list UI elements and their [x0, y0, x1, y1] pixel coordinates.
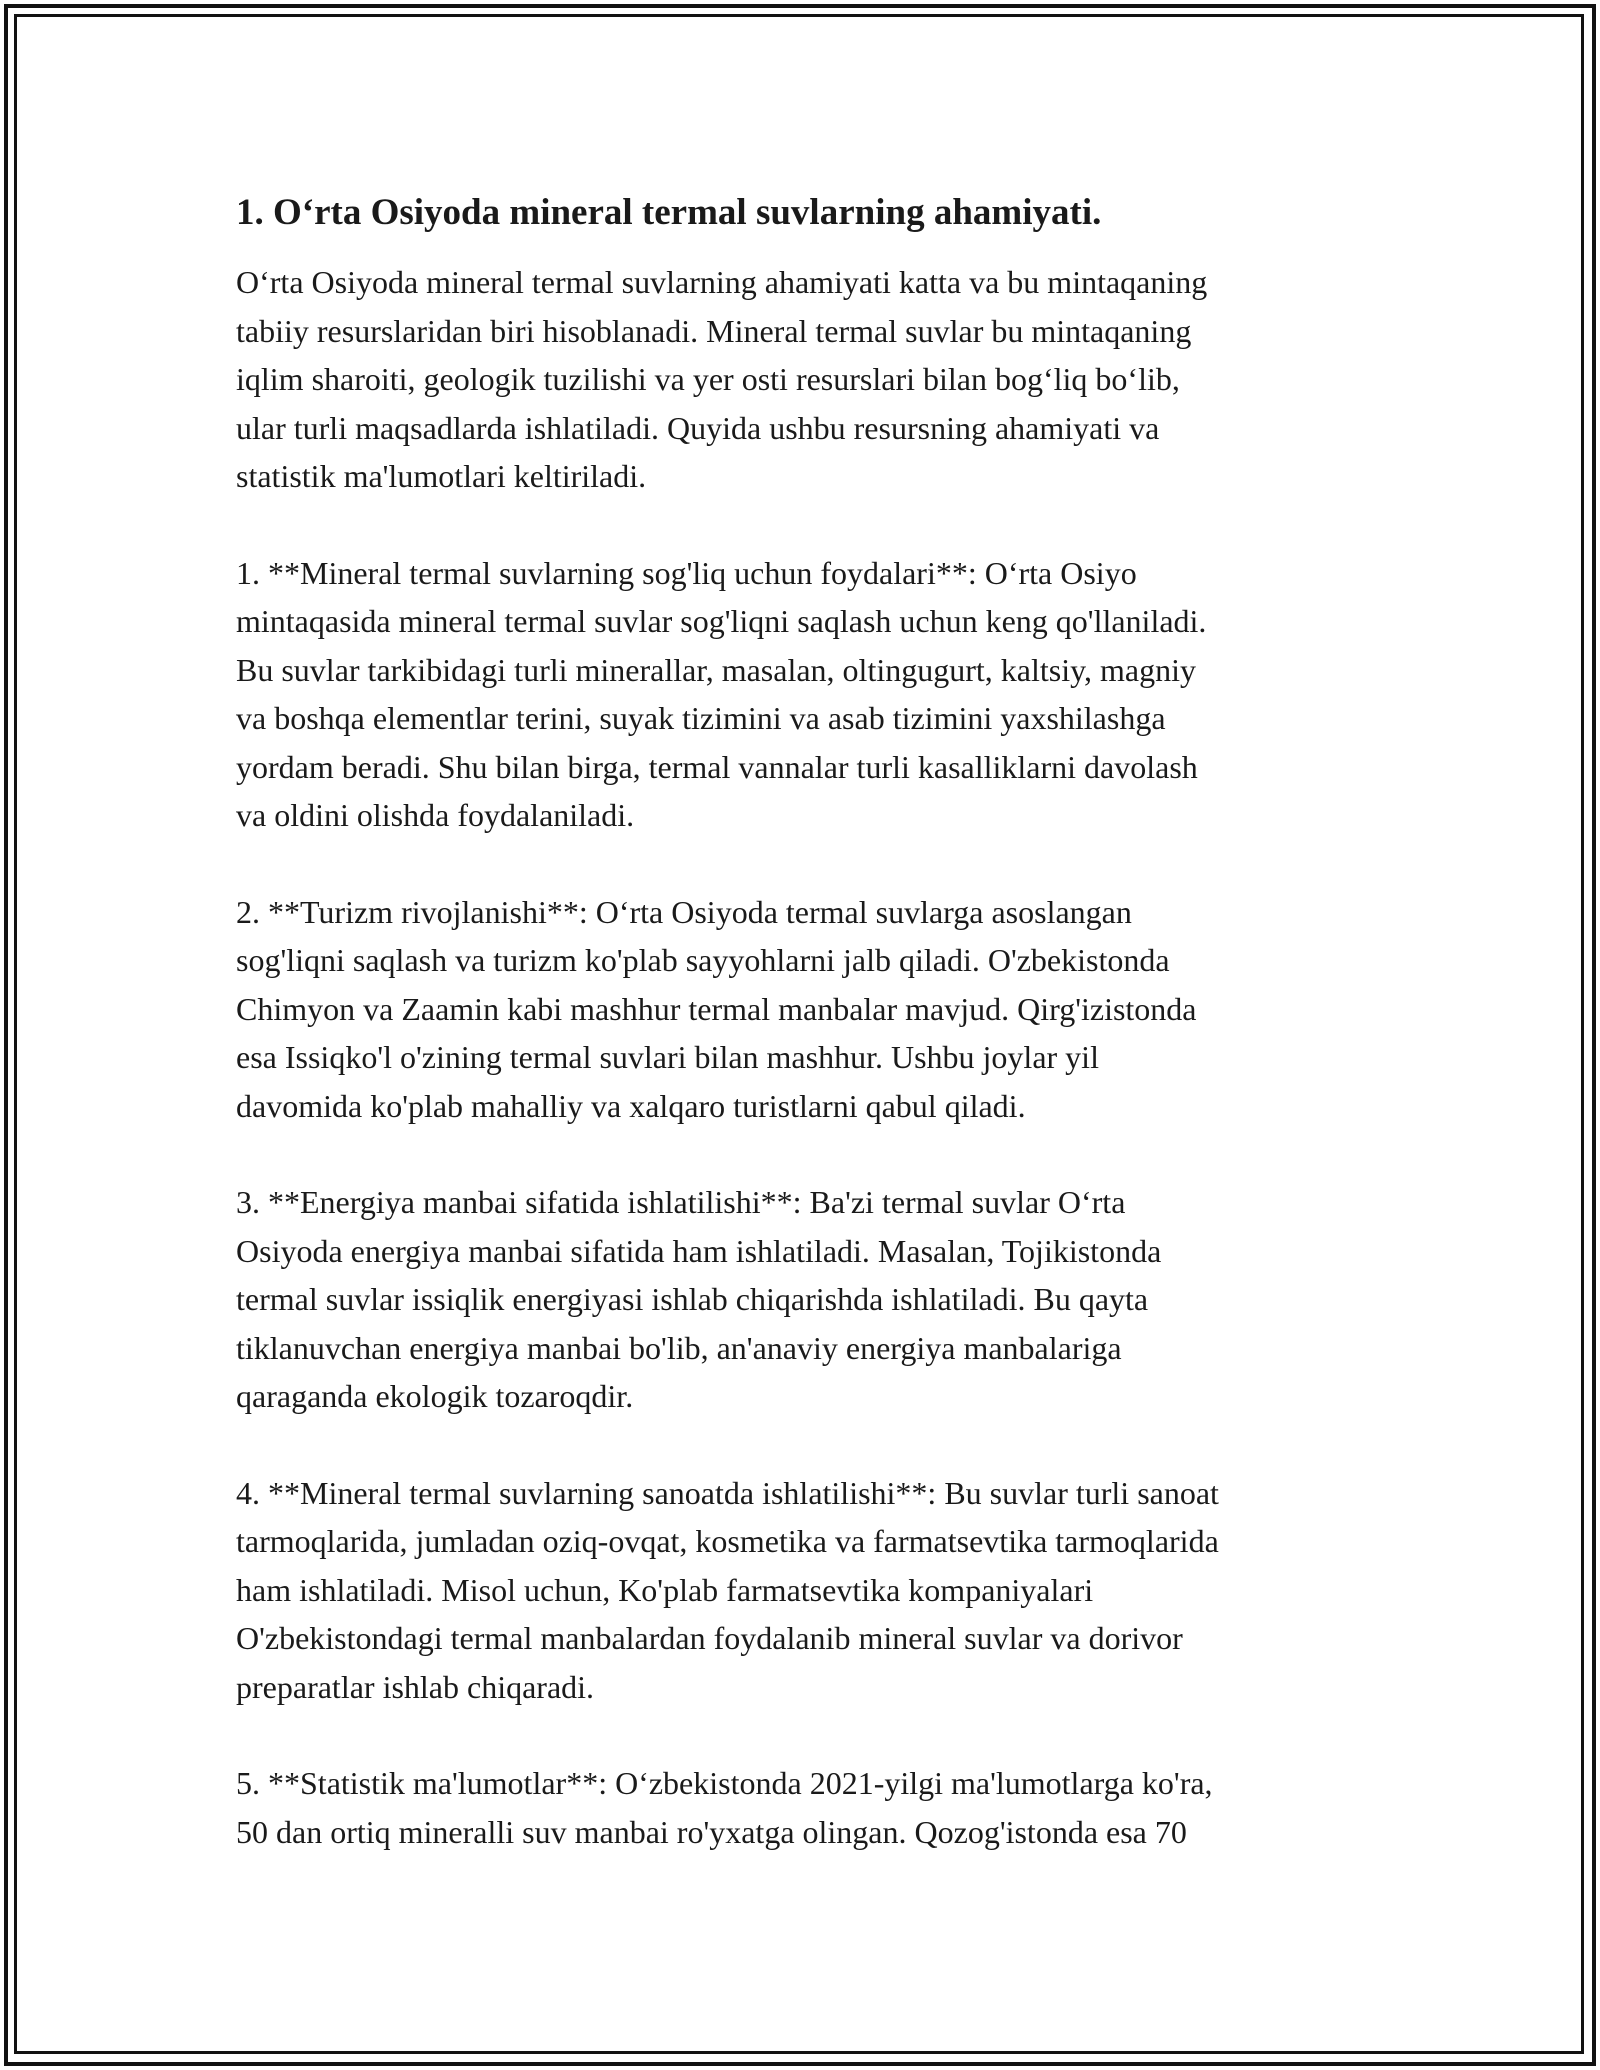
paragraph-intro: O‘rta Osiyoda mineral termal suvlarning ahamiyati katta va bu mintaqaning tabiiy resurslaridan biri hisoblanadi. Mineral termal suvlar bu mintaqaning iqlim sharoiti, geologik tuzilishi va yer osti resurslari bilan bog‘liq bo‘lib, ular turli maqsadlarda ishlatiladi. Quyida ushbu resursning ahamiyati va statistik ma'lumotlari keltiriladi. — [236, 264, 1208, 494]
paragraph-tourism: 2. **Turizm rivojlanishi**: O‘rta Osiyoda termal suvlarga asoslangan sog'liqni saqlash va turizm ko'plab sayyohlarni jalb qiladi. O'zbekistonda Chimyon va Zaamin kabi mashhur termal manbalar mavjud. Qirg'izistonda esa Issiqko'l o'zining termal suvlari bilan mashhur. Ushbu joylar yil davomida ko'plab mahalliy va xalqaro turistlarni qabul qiladi. — [236, 893, 1197, 1124]
paragraph-health-benefits: 1. **Mineral termal suvlarning sog'liq uchun foydalari**: O‘rta Osiyo mintaqasida mineral termal suvlar sog'liqni saqlash uchun keng qo'llaniladi. Bu suvlar tarkibidagi turli minerallar, masalan, oltingugurt, kaltsiy, magniy va boshqa elementlar terini, suyak tizimini va asab tizimini yaxshilashga yordam beradi. Shu bilan birga, termal vannalar turli kasalliklarni davolash va oldini olishda foydalaniladi. — [236, 554, 1207, 833]
paragraph-statistics: 5. **Statistik ma'lumotlar**: O‘zbekistonda 2021-yilgi ma'lumotlarga ko'ra, 50 dan ortiq mineralli suv manbai ro'yxatga olingan. Qozog'istonda esa 70 — [236, 1765, 1213, 1850]
paragraph-energy-source: 3. **Energiya manbai sifatida ishlatilishi**: Ba'zi termal suvlar O‘rta Osiyoda energiya manbai sifatida ham ishlatiladi. Masalan, Tojikistonda termal suvlar issiqlik energiyasi ishlab chiqarishda ishlatiladi. Bu qayta tiklanuvchan energiya manbai bo'lib, an'anaviy energiya manbalariga qaraganda ekologik tozaroqdir. — [236, 1184, 1162, 1414]
paragraph-industry-use: 4. **Mineral termal suvlarning sanoatda ishlatilishi**: Bu suvlar turli sanoat tarmoqlarida, jumladan oziq-ovqat, kosmetika va farmatsevtika tarmoqlarida ham ishlatiladi. Misol uchun, Ko'plab farmatsevtika kompaniyalari O'zbekistondagi termal manbalardan foydalanib mineral suvlar va dorivor preparatlar ishlab chiqaradi. — [236, 1474, 1219, 1705]
document-body — [236, 182, 1416, 1904]
document-title: 1. O‘rta Osiyoda mineral termal suvlarning ahamiyati. — [236, 192, 1102, 233]
